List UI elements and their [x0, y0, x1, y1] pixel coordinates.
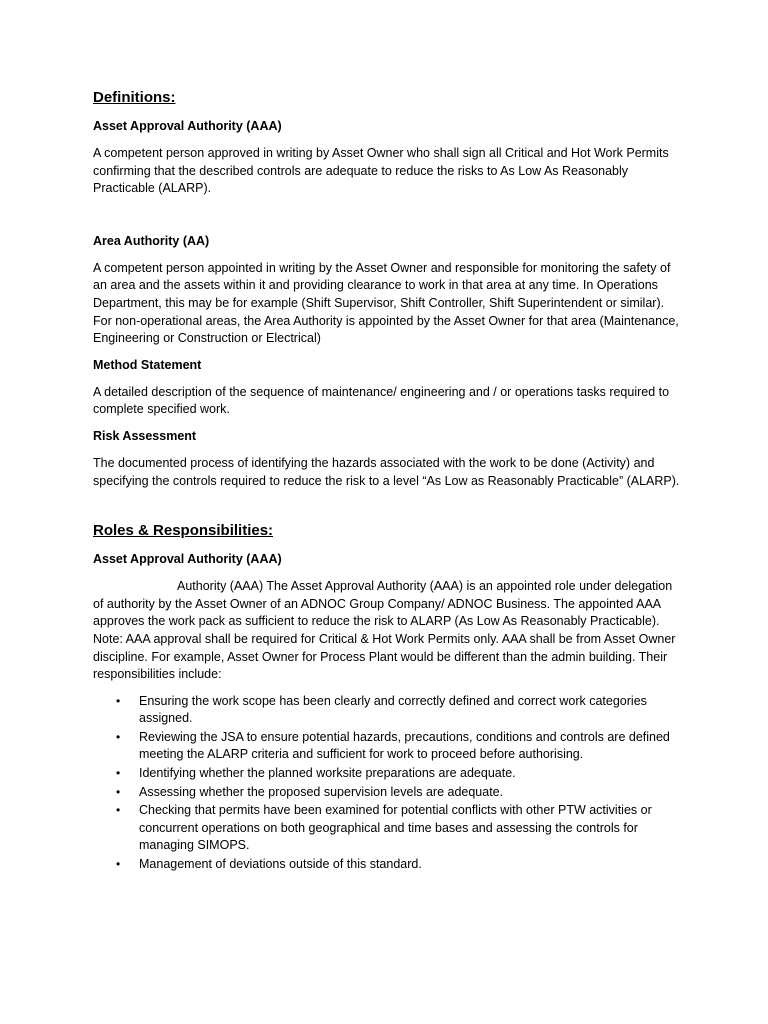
list-item-text: Checking that permits have been examined for potential conflicts with other PTW activities or concurrent operations on both geographical and time bases and assessing the controls for managing SIMOPS.	[139, 803, 652, 853]
document-page	[93, 88, 683, 875]
bullet-icon: •	[116, 693, 121, 708]
bullet-icon: •	[116, 766, 121, 781]
definition-text-aa: A competent person appointed in writing by the Asset Owner and responsible for monitoring the safety of an area and the assets within it and providing clearance to work in that area at any time. In Operations Department, this may be for example (Shift Supervisor, Shift Controller, Shift Superintendent or similar). For non-operational areas, the Area Authority is appointed by the Asset Owner for that area (Maintenance, Engineering or Construction or Electrical)	[93, 260, 679, 346]
list-item	[116, 693, 683, 728]
list-item-text: Identifying whether the planned worksite preparations are adequate.	[139, 766, 516, 781]
responsibilities-list	[93, 693, 683, 874]
definition-text-aaa: A competent person approved in writing by Asset Owner who shall sign all Critical and Hot Work Permits confirming that the described controls are adequate to reduce the risks to As Low As Reasonably Practicable (ALARP).	[93, 146, 669, 196]
list-item	[116, 784, 683, 802]
bullet-icon: •	[116, 784, 121, 799]
definition-text-method-statement: A detailed description of the sequence of maintenance/ engineering and / or operations tasks required to complete specified work.	[93, 384, 670, 417]
spacer	[93, 499, 683, 521]
definition-term-risk-assessment: Risk Assessment	[93, 428, 197, 443]
list-item	[116, 802, 683, 855]
definition-term-method-statement: Method Statement	[93, 357, 202, 372]
list-item-text: Management of deviations outside of this standard.	[139, 857, 422, 872]
list-item-text: Assessing whether the proposed supervision levels are adequate.	[139, 784, 504, 799]
bullet-icon: •	[116, 803, 121, 818]
definition-term-aa: Area Authority (AA)	[93, 233, 210, 248]
definitions-heading: Definitions:	[93, 89, 176, 106]
roles-term-aaa: Asset Approval Authority (AAA)	[93, 552, 282, 567]
list-item-text: Reviewing the JSA to ensure potential hazards, precautions, conditions and controls are defined meeting the ALARP criteria and sufficient for work to proceed before authorising.	[139, 729, 670, 762]
spacer	[93, 207, 683, 233]
list-item	[116, 765, 683, 783]
roles-heading: Roles & Responsibilities:	[93, 522, 274, 540]
bullet-icon: •	[116, 857, 121, 872]
roles-text-aaa: Authority (AAA) The Asset Approval Authority (AAA) is an appointed role under delegation of authority by the Asset Owner of an ADNOC Group Company/ ADNOC Business. The appointed AAA approves the work pack as sufficient to reduce the risk to ALARP (As Low As Reasonably Practicable). Note: AAA approval shall be required for Critical & Hot Work Permits only. AAA shall be from Asset Owner discipline. For example, Asset Owner for Process Plant would be different than the admin building. Their responsibilities include:	[93, 579, 676, 682]
definition-term-aaa: Asset Approval Authority (AAA)	[93, 119, 282, 133]
bullet-icon: •	[116, 729, 121, 744]
list-item-text: Ensuring the work scope has been clearly and correctly defined and correct work categories assigned.	[139, 693, 647, 726]
list-item	[116, 856, 683, 874]
definition-text-risk-assessment: The documented process of identifying the hazards associated with the work to be done (Activity) and specifying the controls required to reduce the risk to a level “As Low as Reasonably Practicable” (ALARP).	[93, 455, 680, 488]
list-item	[116, 729, 683, 764]
